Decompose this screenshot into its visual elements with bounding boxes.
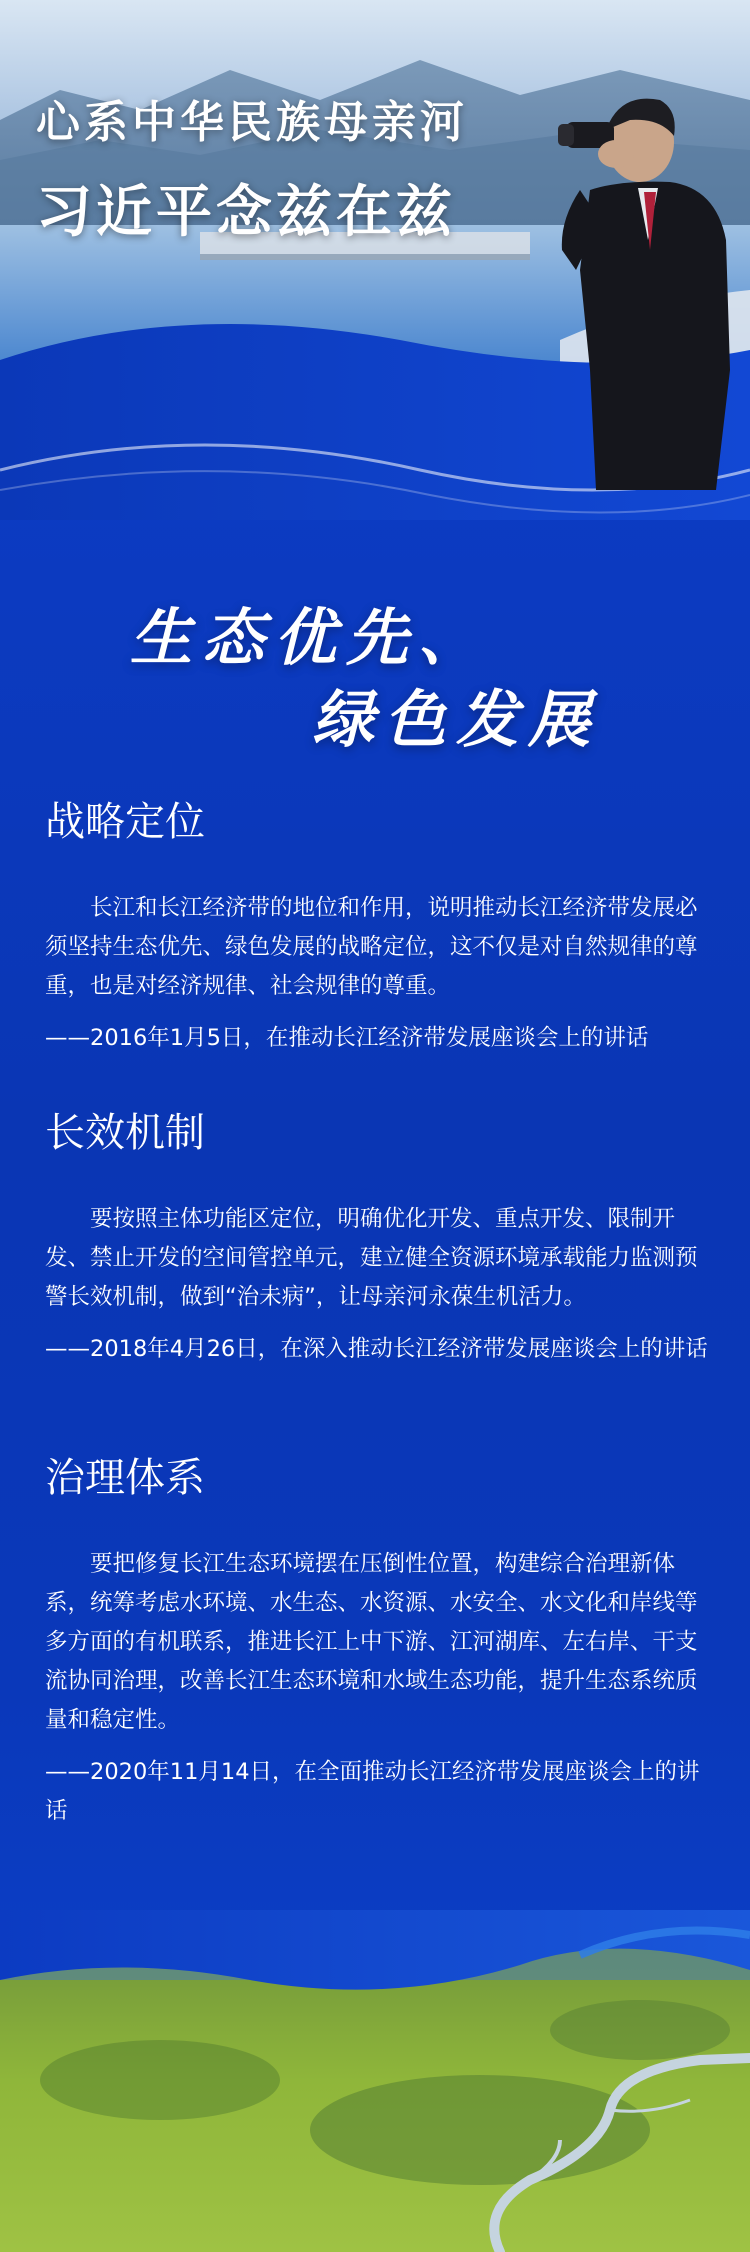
section-body: 长江和长江经济带的地位和作用，说明推动长江经济带发展必须坚持生态优先、绿色发展的战略定位，这不仅是对自然规律的尊重，也是对经济规律、社会规律的尊重。 bbox=[45, 895, 698, 999]
person-with-binoculars-photo bbox=[520, 70, 750, 490]
section-title: 战略定位 bbox=[45, 799, 205, 845]
hero-banner bbox=[0, 0, 750, 520]
hero-title-line1: 心系中华民族母亲河 bbox=[36, 97, 468, 148]
section-source: ——2020年11月14日，在全面推动长江经济带发展座谈会上的讲话 bbox=[45, 1759, 700, 1824]
section-title: 治理体系 bbox=[45, 1455, 205, 1501]
section-governance-system bbox=[45, 1446, 710, 1831]
section-source: ——2018年4月26日，在深入推动长江经济带发展座谈会上的讲话 bbox=[45, 1336, 708, 1362]
section-strategic-positioning bbox=[45, 790, 710, 1058]
calligraphy-heading bbox=[130, 588, 650, 768]
wetland-aerial-photo bbox=[0, 1910, 750, 2252]
section-source: ——2016年1月5日，在推动长江经济带发展座谈会上的讲话 bbox=[45, 1025, 649, 1051]
section-body: 要把修复长江生态环境摆在压倒性位置，构建综合治理新体系，统筹考虑水环境、水生态、水资源、水安全、水文化和岸线等多方面的有机联系，推进长江上中下游、江河湖库、左右岸、干支流协同治理，改善长江生态环境和水域生态功能，提升生态系统质量和稳定性。 bbox=[45, 1551, 698, 1733]
calligraphy-heading-line1: 生态优先、 bbox=[130, 601, 491, 674]
hero-title-line2: 习近平念兹在兹 bbox=[36, 180, 456, 245]
calligraphy-heading-line2: 绿色发展 bbox=[312, 683, 601, 756]
section-body: 要按照主体功能区定位，明确优化开发、重点开发、限制开发、禁止开发的空间管控单元，建立健全资源环境承载能力监测预警长效机制，做到“治未病”，让母亲河永葆生机活力。 bbox=[45, 1206, 698, 1310]
section-title: 长效机制 bbox=[45, 1110, 205, 1156]
section-long-term-mechanism bbox=[45, 1101, 710, 1369]
